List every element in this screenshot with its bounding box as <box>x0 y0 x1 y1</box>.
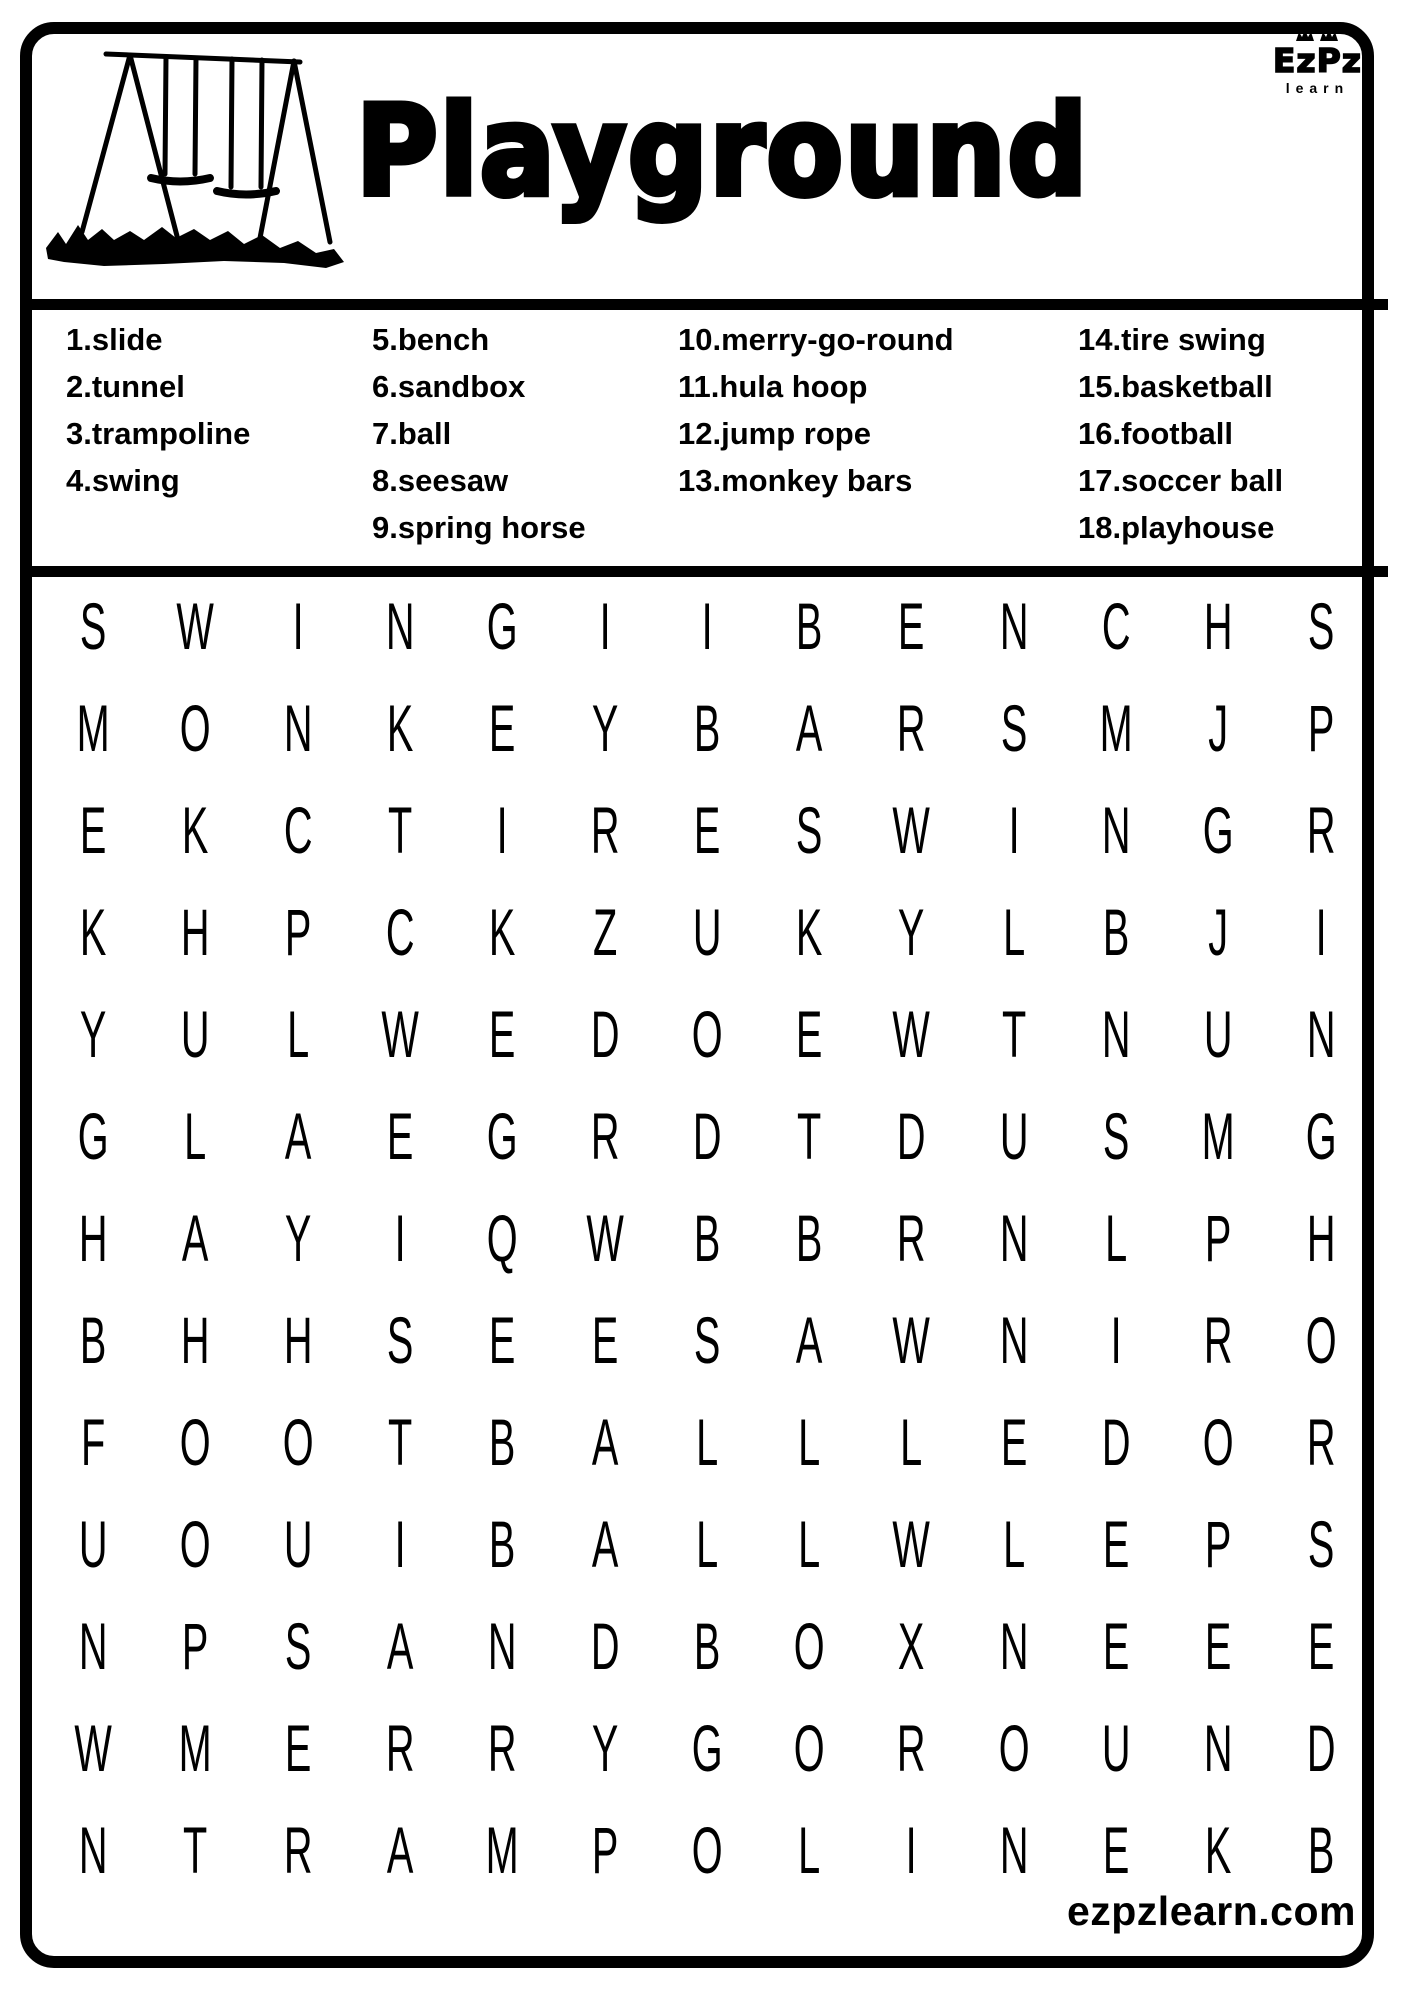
word-list-item: 13.monkey bars <box>678 463 913 498</box>
grid-letter: U <box>283 1508 313 1583</box>
grid-letter: N <box>1101 998 1131 1073</box>
grid-letter: N <box>999 1304 1029 1379</box>
grid-letter: A <box>591 1406 618 1481</box>
grass-doodle <box>46 225 344 268</box>
grid-letter: M <box>485 1814 519 1889</box>
word-list-column-4 <box>1078 316 1283 551</box>
grid-letter: D <box>590 998 620 1073</box>
grid-letter: T <box>183 1814 208 1889</box>
grid-row <box>42 883 1372 985</box>
grid-letter: P <box>1307 692 1335 767</box>
grid-row <box>42 1393 1372 1495</box>
grid-letter: Z <box>592 896 617 971</box>
grid-letter: S <box>796 794 823 869</box>
grid-letter: U <box>999 1100 1029 1175</box>
grid-letter: Y <box>898 896 925 971</box>
grid-letter: M <box>178 1712 212 1787</box>
grid-letter: N <box>999 1202 1029 1277</box>
grid-letter: O <box>793 1610 825 1685</box>
grid-letter: G <box>77 1100 109 1175</box>
grid-letter: E <box>1102 1508 1130 1583</box>
grid-letter: A <box>386 1814 414 1889</box>
grid-letter: H <box>283 1304 313 1379</box>
grid-letter: E <box>898 590 925 665</box>
grid-letter: T <box>387 1406 413 1481</box>
grid-letter: B <box>796 1202 823 1277</box>
grid-letter: L <box>286 998 309 1073</box>
grid-letter: N <box>1101 794 1131 869</box>
grid-letter: E <box>284 1712 311 1787</box>
grid-letter: L <box>695 1406 719 1481</box>
grid-letter: R <box>897 692 926 767</box>
grid-letter: E <box>1000 1406 1028 1481</box>
grid-letter: A <box>796 1304 823 1379</box>
grid-letter: E <box>1307 1610 1335 1685</box>
grid-letter: O <box>1203 1406 1234 1481</box>
grid-letter: W <box>74 1712 112 1787</box>
grid-letter: I <box>701 590 713 665</box>
grid-letter: R <box>590 794 620 869</box>
grid-letter: E <box>1102 1814 1130 1889</box>
grid-letter: J <box>1208 896 1229 971</box>
grid-letter: C <box>1101 590 1131 665</box>
grid-letter: W <box>892 998 931 1073</box>
word-list-item: 14.tire swing <box>1078 322 1266 357</box>
grid-letter: E <box>489 998 516 1073</box>
grid-letter: H <box>1306 1202 1336 1277</box>
grid-letter: D <box>590 1610 620 1685</box>
grid-letter: G <box>1305 1100 1337 1175</box>
grid-letter: S <box>1102 1100 1130 1175</box>
grid-letter: R <box>1306 794 1336 869</box>
grid-letter: E <box>489 692 516 767</box>
grid-row <box>42 577 1372 679</box>
grid-letter: K <box>386 692 414 767</box>
grid-row <box>42 1597 1372 1699</box>
grid-letter: L <box>695 1508 719 1583</box>
grid-letter: B <box>693 1202 721 1277</box>
grid-letter: R <box>283 1814 313 1889</box>
word-list-item: 2.tunnel <box>66 369 185 404</box>
grid-row <box>42 1699 1372 1801</box>
grid-letter: K <box>79 896 107 971</box>
grid-letter: W <box>585 1202 624 1277</box>
word-list-column-2 <box>372 316 586 551</box>
grid-letter: E <box>693 794 721 869</box>
word-list-item: 17.soccer ball <box>1078 463 1284 498</box>
grid-letter: N <box>1204 1712 1233 1787</box>
grid-letter: B <box>1102 896 1130 971</box>
grid-letter: N <box>1306 998 1336 1073</box>
grid-letter: M <box>76 692 110 767</box>
grid-letter: K <box>489 896 516 971</box>
grid-row <box>42 1495 1372 1597</box>
grid-letter: E <box>591 1304 618 1379</box>
grid-letter: A <box>284 1100 311 1175</box>
grid-letter: E <box>489 1304 516 1379</box>
grid-letter: C <box>283 794 313 869</box>
grid-letter: A <box>796 692 823 767</box>
word-list-item: 7.ball <box>372 416 452 451</box>
grid-letter: N <box>78 1814 108 1889</box>
grid-letter: L <box>798 1814 821 1889</box>
page-title: Playground <box>356 80 1090 224</box>
grid-letter: L <box>798 1508 821 1583</box>
grid-letter: I <box>394 1202 406 1277</box>
grid-letter: B <box>693 1610 721 1685</box>
grid-letter: G <box>691 1712 723 1787</box>
grid-letter: A <box>591 1508 618 1583</box>
grid-letter: B <box>489 1406 516 1481</box>
grid-letter: O <box>180 1508 211 1583</box>
grid-letter: F <box>81 1406 106 1481</box>
word-list-item: 5.bench <box>372 322 490 357</box>
grid-letter: I <box>1315 896 1327 971</box>
grid-letter: N <box>488 1610 517 1685</box>
grid-letter: P <box>1205 1202 1232 1277</box>
grid-letter: B <box>489 1508 516 1583</box>
grid-letter: A <box>182 1202 209 1277</box>
grid-letter: I <box>394 1508 406 1583</box>
website-url: ezpzlearn.com <box>1066 1888 1356 1934</box>
grid-letter: Y <box>79 998 107 1073</box>
word-list-item: 9.spring horse <box>372 510 586 545</box>
word-list-item: 10.merry-go-round <box>678 322 954 357</box>
grid-letter: R <box>488 1712 517 1787</box>
grid-letter: D <box>897 1100 926 1175</box>
grid-letter: L <box>1105 1202 1128 1277</box>
word-list-item: 6.sandbox <box>372 369 526 404</box>
grid-row <box>42 1189 1372 1291</box>
grid-letter: I <box>1008 794 1020 869</box>
grid-letter: P <box>182 1610 209 1685</box>
word-list-item: 15.basketball <box>1078 369 1273 404</box>
word-list-item: 18.playhouse <box>1078 510 1275 545</box>
word-list-column-3 <box>678 316 954 504</box>
grid-letter: N <box>999 1610 1029 1685</box>
word-list-item: 12.jump rope <box>678 416 871 451</box>
grid-letter: Y <box>591 1712 618 1787</box>
grid-letter: N <box>78 1610 108 1685</box>
word-list-column-1 <box>66 316 250 504</box>
grid-letter: E <box>1102 1610 1130 1685</box>
grid-letter: M <box>1202 1100 1236 1175</box>
grid-letter: I <box>1110 1304 1122 1379</box>
grid-letter: S <box>693 1304 721 1379</box>
grid-row <box>42 985 1372 1087</box>
grid-letter: L <box>1002 896 1025 971</box>
grid-letter: P <box>591 1814 618 1889</box>
grid-letter: L <box>900 1406 923 1481</box>
grid-letter: O <box>1305 1304 1337 1379</box>
grid-letter: G <box>1203 794 1234 869</box>
grid-letter: U <box>1204 998 1233 1073</box>
grid-letter: Q <box>486 1202 518 1277</box>
grid-letter: O <box>282 1406 314 1481</box>
grid-letter: W <box>892 1508 931 1583</box>
word-list-item: 16.football <box>1078 416 1234 451</box>
grid-letter: N <box>283 692 313 767</box>
grid-letter: N <box>385 590 415 665</box>
logo-subtext: learn <box>1285 80 1350 96</box>
word-search-grid <box>42 577 1372 1903</box>
grid-letter: I <box>496 794 508 869</box>
grid-letter: E <box>1205 1610 1232 1685</box>
grid-letter: J <box>1208 692 1229 767</box>
grid-letter: H <box>181 896 210 971</box>
grid-letter: S <box>1000 692 1028 767</box>
grid-letter: U <box>78 1508 108 1583</box>
grid-letter: W <box>892 794 931 869</box>
grid-letter: D <box>1101 1406 1131 1481</box>
grid-letter: S <box>1307 1508 1335 1583</box>
grid-letter: D <box>692 1100 722 1175</box>
grid-letter: U <box>692 896 722 971</box>
header-divider <box>26 299 1388 310</box>
grid-letter: R <box>1306 1406 1336 1481</box>
grid-letter: H <box>78 1202 108 1277</box>
grid-letter: O <box>180 692 211 767</box>
grid-letter: W <box>381 998 419 1073</box>
grid-letter: A <box>386 1610 414 1685</box>
grid-letter: P <box>284 896 311 971</box>
grid-letter: R <box>1204 1304 1233 1379</box>
grid-letter: P <box>1205 1508 1232 1583</box>
grid-letter: N <box>999 1814 1029 1889</box>
grid-letter: E <box>386 1100 414 1175</box>
grid-letter: G <box>486 1100 518 1175</box>
grid-letter: S <box>284 1610 311 1685</box>
word-list-item: 4.swing <box>66 463 180 498</box>
grid-row <box>42 679 1372 781</box>
grid-letter: H <box>1204 590 1233 665</box>
grid-letter: U <box>181 998 210 1073</box>
grid-letter: B <box>693 692 721 767</box>
grid-letter: R <box>385 1712 415 1787</box>
grid-letter: X <box>898 1610 925 1685</box>
grid-letter: B <box>1307 1814 1335 1889</box>
grid-letter: O <box>691 1814 723 1889</box>
grid-letter: O <box>180 1406 211 1481</box>
grid-letter: H <box>181 1304 210 1379</box>
grid-letter: K <box>182 794 209 869</box>
grid-letter: M <box>1099 692 1133 767</box>
grid-letter: I <box>292 590 304 665</box>
grid-letter: W <box>176 590 215 665</box>
brand-logo <box>1273 28 1362 95</box>
grid-row <box>42 1087 1372 1189</box>
grid-letter: E <box>796 998 823 1073</box>
grid-letter: C <box>385 896 415 971</box>
grid-letter: I <box>599 590 611 665</box>
grid-letter: B <box>79 1304 107 1379</box>
word-list-item: 3.trampoline <box>66 416 251 451</box>
grid-row <box>42 1291 1372 1393</box>
grid-letter: R <box>590 1100 620 1175</box>
grid-letter: R <box>897 1712 926 1787</box>
grid-letter: Y <box>284 1202 311 1277</box>
grid-letter: R <box>897 1202 926 1277</box>
word-list-item: 11.hula hoop <box>678 369 868 404</box>
grid-letter: K <box>796 896 823 971</box>
swing-set-illustration <box>44 22 354 307</box>
grid-letter: E <box>79 794 107 869</box>
grid-letter: T <box>1001 998 1027 1073</box>
grid-letter: L <box>1002 1508 1025 1583</box>
grid-letter: O <box>691 998 723 1073</box>
grid-letter: S <box>79 590 107 665</box>
grid-letter: D <box>1306 1712 1336 1787</box>
grid-letter: B <box>796 590 823 665</box>
grid-letter: I <box>906 1814 918 1889</box>
grid-letter: L <box>798 1406 821 1481</box>
grid-letter: S <box>1307 590 1335 665</box>
grid-letter: S <box>386 1304 414 1379</box>
grid-letter: T <box>387 794 413 869</box>
grid-letter: O <box>793 1712 825 1787</box>
grid-letter: N <box>999 590 1029 665</box>
grid-letter: U <box>1101 1712 1131 1787</box>
logo-text: EzPz <box>1272 41 1362 80</box>
grid-letter: Y <box>591 692 618 767</box>
grid-letter: O <box>998 1712 1030 1787</box>
word-list-item: 8.seesaw <box>372 463 509 498</box>
word-list-item: 1.slide <box>66 322 163 357</box>
grid-letter: K <box>1205 1814 1232 1889</box>
grid-row <box>42 781 1372 883</box>
grid-letter: W <box>892 1304 931 1379</box>
grid-letter: L <box>184 1100 207 1175</box>
grid-letter: T <box>797 1100 822 1175</box>
grid-letter: G <box>486 590 518 665</box>
